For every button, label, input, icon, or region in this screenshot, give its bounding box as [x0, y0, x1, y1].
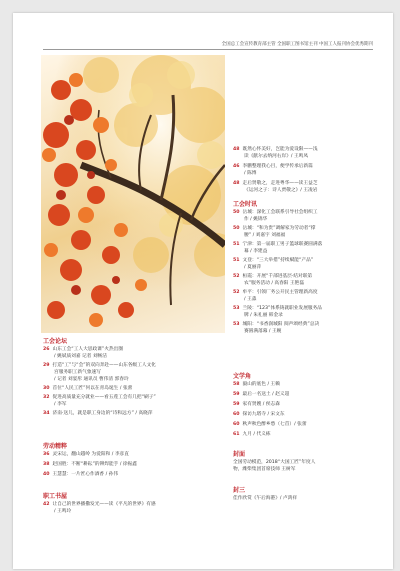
entry-title: 宁津：第一届职工男子篮球联赛圆满落 [242, 242, 323, 247]
entry-title-cont: / 夏丽萍 [244, 265, 262, 270]
maple-tree-photo [41, 55, 225, 333]
entry-title-cont: 农”服务活动 / 高春阳 王艳磊 [244, 281, 305, 286]
entry-title-cont: 腰” / 刘嘉宇 刘福福 [244, 233, 286, 238]
toc-entry[interactable] [43, 501, 156, 515]
toc-entry[interactable] [233, 431, 271, 438]
entry-title-cont: / 王淼 [244, 297, 257, 302]
toc-entry[interactable] [43, 362, 156, 383]
entry-title: 既然心怀美好，岂能为爱设限——浅 [242, 147, 318, 152]
page-number: 52 [233, 274, 240, 279]
entry-title-cont: 作 / 姚锦华 [244, 217, 268, 222]
toc-entry[interactable] [43, 471, 118, 478]
page-number: 52 [233, 290, 240, 295]
entry-title: 九月 / 代义栋 [242, 432, 271, 437]
section-title: 劳动精粹 [43, 443, 68, 450]
toc-entry[interactable] [43, 394, 156, 408]
toc-entry[interactable] [233, 381, 280, 388]
toc-entry[interactable] [233, 421, 307, 428]
cover-line: 全国劳动模范，2018“大国工匠”年度人 [233, 460, 316, 465]
entry-title: 毅山的底色 / 王赖 [242, 382, 280, 387]
entry-title: 山东工会“工人大思政课”火热出圈 [52, 347, 124, 352]
entry-title: 王慧慧：一片匠心作酒香 / 孙伟 [52, 472, 119, 477]
toc-entry[interactable] [233, 391, 289, 398]
toc-entry[interactable] [43, 461, 137, 468]
entry-title: 文登：“三大举措”持续赋能“产品” [242, 258, 314, 263]
entry-title: 秋声秋色醉乡愁（七首）/ 张蕾 [242, 422, 307, 427]
page-number: 61 [233, 432, 240, 437]
page-number: 48 [233, 147, 240, 152]
entry-title: 走后贤敬之，走进粤华——读王益芝 [242, 181, 318, 186]
entry-title: 济南·送儿，就是职工身边的“诗和远方” / 高晓萍 [52, 411, 153, 416]
entry-title: 打造“工”与“会”的双向奔赴——山东各级工人文化 [52, 363, 156, 368]
entry-title-cont: / 记者 刘宴彤 通讯员 曹伟清 郭春玲 [54, 377, 129, 382]
page-number: 50 [233, 210, 240, 215]
header-divider [43, 49, 373, 50]
page-number: 42 [43, 502, 50, 507]
entry-title-cont: 幕 / 李建益 [244, 249, 268, 254]
entry-title-cont: / 陈博 [244, 171, 257, 176]
toc-entry[interactable] [233, 225, 315, 239]
entry-title: 桓霞：开展“千部进基层·结对联第 [242, 274, 313, 279]
page-number: 46 [233, 164, 240, 169]
entry-title: 赵国胜：不断“耕耘”的铆焊能手 / 徐振鑫 [52, 462, 137, 467]
toc-entry[interactable] [233, 146, 318, 160]
inside-back-line: 佳作欣赏《午后海港》/ 卢鸿祥 [233, 496, 298, 501]
page-number: 30 [43, 386, 50, 391]
toc-entry[interactable] [233, 321, 319, 335]
section-title: 文学角 [233, 373, 252, 380]
section-title: 封面 [233, 451, 246, 458]
toc-entry[interactable] [233, 305, 322, 319]
entry-title: 城阳：“书香润城阳 阅声颂经典”总决 [242, 322, 320, 327]
toc-entry[interactable] [233, 411, 285, 418]
page-number: 40 [43, 472, 50, 477]
page-number: 53 [233, 306, 240, 311]
page-number: 29 [43, 363, 50, 368]
section-title: 工会时讯 [233, 201, 258, 208]
entry-title: 李鹏整理我心目，便学传承后新篇 [242, 164, 313, 169]
entry-title: 岳城：“和为贵”调解家为劳动者“撑 [242, 226, 316, 231]
page-number: 48 [233, 181, 240, 186]
toc-entry[interactable] [43, 385, 132, 392]
toc-entry[interactable] [43, 346, 123, 360]
entry-title: 最后一名送土 / 赵义超 [242, 392, 290, 397]
toc-entry[interactable] [43, 451, 129, 458]
toc-entry[interactable] [233, 289, 318, 303]
page-number: 60 [233, 422, 240, 427]
entry-title-cont: 宫服务职工新气象速写 [54, 370, 101, 375]
toc-entry[interactable] [233, 209, 318, 223]
cover-line: 物，潍柴集团首席技师 王树军 [233, 467, 296, 472]
entry-title-cont: / 姚斌质刘嘉 记者 刘畅洁 [54, 354, 107, 359]
entry-title-cont: 牌 / 朱礼丽 韩金录 [244, 313, 283, 318]
cover-description [233, 459, 315, 473]
entry-title: 探访九塔寺 / 宋文东 [242, 412, 285, 417]
entry-title: 首位“人民工匠”何以在青岛诞生 / 张蕾 [52, 386, 133, 391]
page-number: 36 [43, 452, 50, 457]
page-number: 59 [233, 392, 240, 397]
entry-title-cont: / 李军 [54, 402, 67, 407]
entry-title: 促进高质量充分就业——看五莲工会有几把“刷子” [52, 395, 156, 400]
section-title: 工会论坛 [43, 338, 68, 345]
entry-title-cont: 《运河之子：诗人贾敬之》/ 王凌岩 [244, 188, 318, 193]
toc-entry[interactable] [233, 273, 312, 287]
page-number: 50 [233, 226, 240, 231]
toc-entry[interactable] [43, 410, 153, 417]
inside-back-description [233, 495, 297, 502]
toc-entry[interactable] [233, 241, 322, 255]
page-number: 58 [233, 382, 240, 387]
magazine-page [13, 13, 393, 569]
page-number: 38 [43, 462, 50, 467]
entry-title-cont: 读《献尔去纳河右岸》/ 王鸣凤 [244, 154, 309, 159]
toc-entry[interactable] [233, 401, 280, 408]
entry-title: 让自己的世界播撒发光——读《平凡的世界》有感 [52, 502, 156, 507]
entry-title: 灵宋运，翻山越岭 为爱阳和 / 李彦直 [52, 452, 129, 457]
entry-title: 牟平：引领厂务公开民主管理新高度 [242, 290, 318, 295]
entry-title: 家有贤嫂 / 侯志森 [242, 402, 280, 407]
page-number: 51 [233, 242, 240, 247]
entry-title-cont: 赛圆满落幕 / 王婉 [244, 329, 282, 334]
section-title: 职工书屋 [43, 493, 68, 500]
toc-entry[interactable] [233, 163, 313, 177]
page-number: 60 [233, 412, 240, 417]
maple-tree-illustration [41, 55, 225, 333]
toc-entry[interactable] [233, 257, 313, 271]
page-header: 全国总工会宣传教育部主管 全国职工图书馆主刊 中国工人报刊协会优秀期刊 [221, 42, 373, 47]
toc-entry[interactable] [233, 180, 318, 194]
entry-title: 兰陵：“123”体系铸就职业发展服务品 [242, 306, 322, 311]
page-number: 59 [233, 402, 240, 407]
entry-title: 岳城：深化工会联系引导社会组织工 [242, 210, 318, 215]
page-number: 51 [233, 258, 240, 263]
section-title: 封三 [233, 487, 246, 494]
page-number: 32 [43, 395, 50, 400]
entry-title-cont: / 王鸣玲 [54, 509, 72, 514]
page-number: 53 [233, 322, 240, 327]
page-number: 34 [43, 411, 50, 416]
page-number: 26 [43, 347, 50, 352]
